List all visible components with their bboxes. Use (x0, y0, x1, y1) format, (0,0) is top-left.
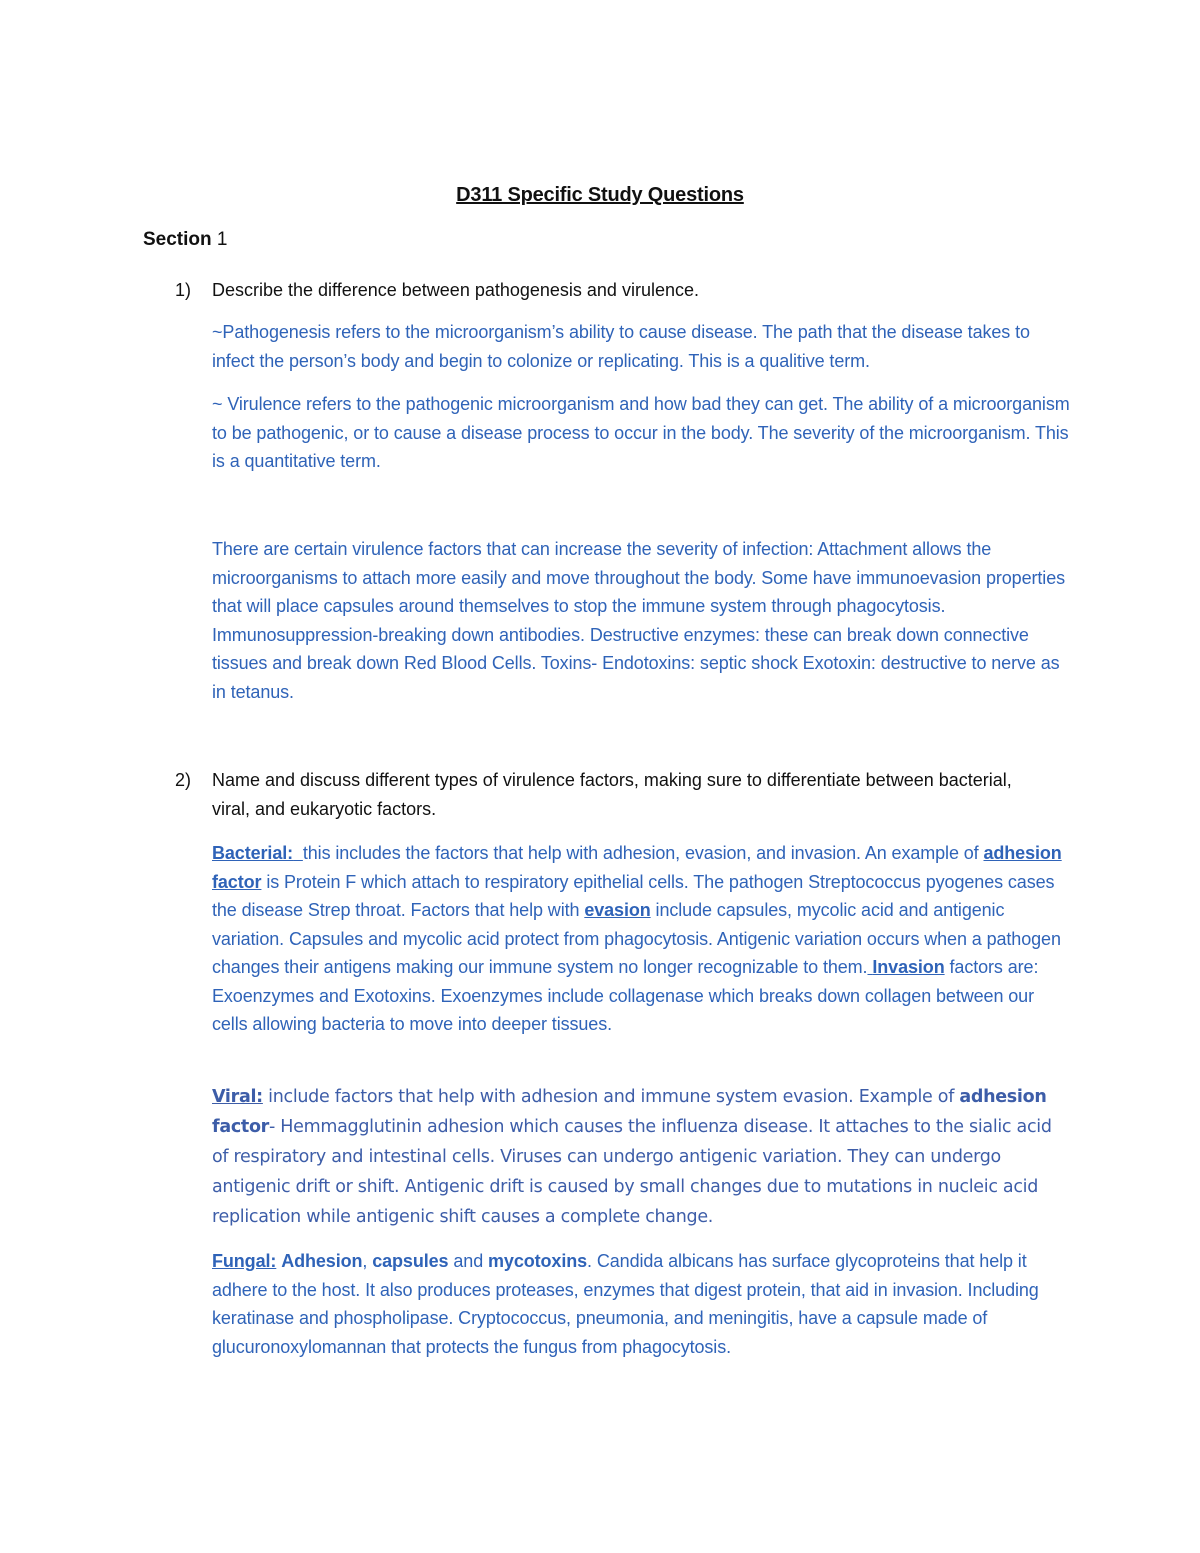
fungal-sep-1: , (362, 1251, 373, 1271)
answer-bacterial (212, 839, 1072, 1039)
question-1-number: 1) (175, 280, 192, 300)
question-2-number: 2) (175, 770, 192, 790)
answer-virulence: ~ Virulence refers to the pathogenic microorganism and how bad they can get. The ability of a microorganism to be pathogenic, or to cause a disease process to occur in the body. The severity of the microorganism. This is a quantitative term. (212, 394, 1070, 471)
document-title: D311 Specific Study Questions (456, 184, 744, 206)
section-number: 1 (216, 229, 228, 250)
bacterial-evasion-keyword: evasion (584, 900, 651, 920)
answer-fungal (212, 1247, 1072, 1361)
bacterial-label: Bacterial: (212, 843, 294, 863)
question-2-text: Name and discuss different types of virulence factors, making sure to differentiate between bacterial, viral, and eukaryotic factors. (212, 770, 1012, 819)
answer-pathogenesis: ~Pathogenesis refers to the microorganism’s ability to cause disease. The path that the disease takes to infect the person’s body and begin to colonize or replicating. This is a qualitive term. (212, 322, 1030, 371)
bacterial-adhesion-keyword: adhesion factor (212, 843, 1062, 892)
bacterial-text-1: this includes the factors that help with adhesion, evasion, and invasion. An example of (302, 843, 984, 863)
section-heading (143, 229, 227, 251)
viral-text-2: - Hemmagglutinin adhesion which causes the influenza disease. It attaches to the sialic acid of respiratory and intestinal cells. Viruses can undergo antigenic variation. They can undergo antigenic drift or shift. Antigenic drift is caused by small changes due to mutations in nucleic acid replication while antigenic shift causes a complete change. (212, 1117, 1052, 1227)
bacterial-text-4: factors are: Exoenzymes and Exotoxins. Exoenzymes include collagenase which breaks down collagen between our cells allowing bacteria to move into deeper tissues. (212, 957, 1039, 1034)
bacterial-invasion-keyword: Invasion (872, 957, 945, 977)
fungal-mycotoxins-keyword: mycotoxins (488, 1251, 588, 1271)
fungal-capsules-keyword: capsules (372, 1251, 449, 1271)
bacterial-text-2: is Protein F which attach to respiratory epithelial cells. The pathogen Streptococcus pyogenes cases the disease Strep throat. Factors that help with (212, 871, 1055, 920)
fungal-adhesion-keyword: Adhesion (281, 1251, 363, 1271)
answer-virulence-factors: There are certain virulence factors that can increase the severity of infection: Attachment allows the microorganisms to attach more easily and move throughout the body. Some have immunoevasion properties that will place capsules around themselves to stop the immune system through phagocytosis. Immunosuppression-breaking down antibodies. Destructive enzymes: these can break down connective tissues and break down Red Blood Cells. Toxins- Endotoxins: septic shock Exotoxin: destructive to nerve as in tetanus. (212, 539, 1066, 702)
viral-text-1: include factors that help with adhesion and immune system evasion. Example of (262, 1087, 960, 1107)
viral-label: Viral: (212, 1087, 263, 1107)
fungal-text: . Candida albicans has surface glycoproteins that help it adhere to the host. It also produces proteases, enzymes that digest protein, that aid in invasion. Including keratinase and phospholipase. Cryptococcus, pneumonia, and meningitis, have a capsule made of glucuronoxylomannan that protects the fungus from phagocytosis. (212, 1251, 1039, 1357)
bacterial-text-3: include capsules, mycolic acid and antigenic variation. Capsules and mycolic acid protect from phagocytosis. Antigenic variation occurs when a pathogen changes their antigens making our immune system no longer recognizable to them. (212, 900, 1061, 977)
viral-adhesion-keyword: adhesion factor (212, 1087, 1047, 1137)
fungal-sep-2: and (448, 1251, 489, 1271)
fungal-label: Fungal: (212, 1251, 277, 1271)
section-label: Section (143, 229, 212, 250)
answer-viral (212, 1082, 1072, 1232)
question-1-text: Describe the difference between pathogenesis and virulence. (212, 280, 699, 300)
